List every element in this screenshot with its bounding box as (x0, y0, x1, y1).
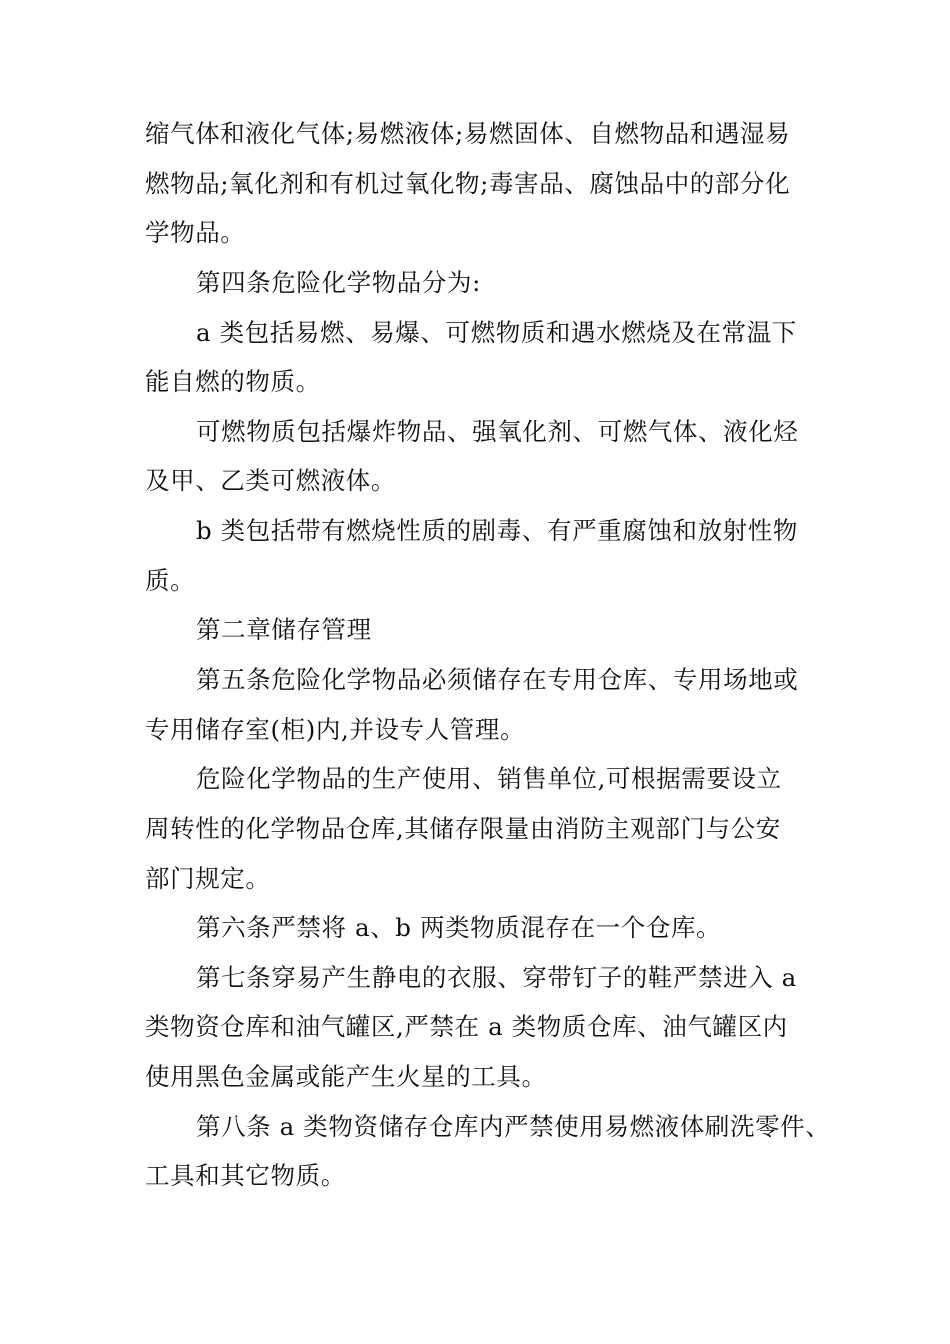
text-line: 第八条 a 类物资储存仓库内严禁使用易燃液体刷洗零件、 (196, 1112, 831, 1141)
text-line: 及甲、乙类可燃液体。 (145, 466, 396, 495)
text-line: a 类包括易燃、易爆、可燃物质和遇水燃烧及在常温下 (196, 318, 797, 347)
chapter-heading: 第二章储存管理 (196, 615, 372, 644)
text-line: 使用黑色金属或能产生火星的工具。 (145, 1062, 547, 1091)
text-line: 第六条严禁将 a、b 两类物质混存在一个仓库。 (196, 913, 722, 942)
text-line: 能自燃的物质。 (145, 367, 321, 396)
text-line: 危险化学物品的生产使用、销售单位,可根据需要设立 (196, 764, 782, 793)
text-line: 类物资仓库和油气罐区,严禁在 a 类物质仓库、油气罐区内 (145, 1012, 788, 1041)
text-line: 工具和其它物质。 (145, 1161, 346, 1190)
text-line: 第五条危险化学物品必须储存在专用仓库、专用场地或 (196, 665, 799, 694)
text-line: 专用储存室(柜)内,并设专人管理。 (145, 715, 526, 744)
text-line: 部门规定。 (145, 864, 271, 893)
article-heading: 第四条危险化学物品分为: (196, 268, 481, 297)
text-line: 周转性的化学物品仓库,其储存限量由消防主观部门与公安 (145, 814, 781, 843)
text-line: 第七条穿易产生静电的衣服、穿带钉子的鞋严禁进入 a (196, 963, 797, 992)
text-line: 质。 (145, 566, 196, 595)
text-line: 缩气体和液化气体;易燃液体;易燃固体、自燃物品和遇湿易 (145, 119, 791, 148)
text-line: 燃物品;氧化剂和有机过氧化物;毒害品、腐蚀品中的部分化 (145, 169, 791, 198)
text-line: b 类包括带有燃烧性质的剧毒、有严重腐蚀和放射性物 (196, 516, 798, 545)
text-line: 可燃物质包括爆炸物品、强氧化剂、可燃气体、液化烃 (196, 417, 799, 446)
text-line: 学物品。 (145, 218, 246, 247)
